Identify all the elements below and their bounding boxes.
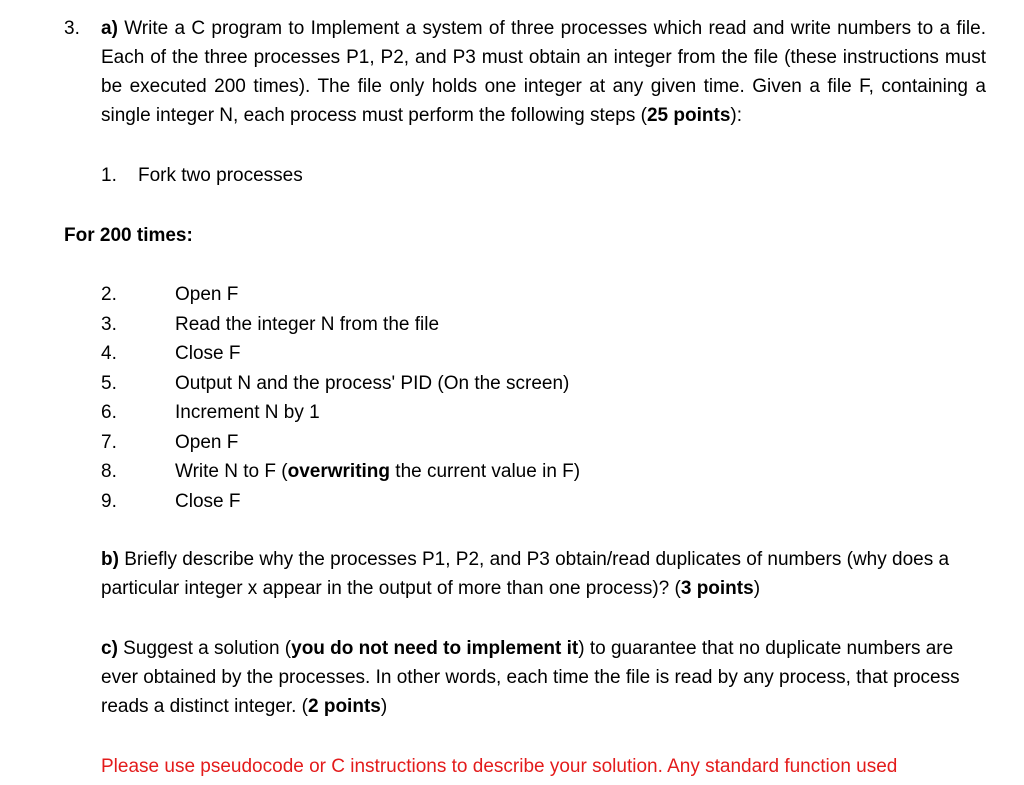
step-text: Output N and the process' PID (On the screen)	[175, 372, 570, 394]
part-c-paragraph	[101, 634, 986, 721]
part-b-points: 3 points	[680, 578, 754, 599]
step-text: Read the integer N from the file	[175, 313, 440, 335]
part-a-text: Write a C program to Implement a system of three processes which read and write numbers to a file. Each of the three processes P1, P2, and P3 must obtain an integer from the file (these instructions must be executed 200 times). The file only holds one integer at any given time. Given a file F, containing a single integer N, each process must perform the following steps (	[101, 18, 986, 126]
part-c-text-end: )	[380, 696, 388, 717]
question-number: 3.	[64, 18, 80, 39]
step-text: Increment N by 1	[175, 402, 320, 423]
list-item	[101, 280, 580, 310]
step-text: Open F	[175, 284, 239, 305]
part-c-text-2: ) to guarantee that no duplicate numbers are ever obtained by the processes. In other words, each time the file is read by any process, that process reads a distinct integer. (	[101, 638, 960, 717]
part-a-text-end: ):	[730, 105, 742, 126]
part-c-text-1: Suggest a solution (	[117, 638, 292, 659]
steps-list	[101, 280, 580, 516]
step-number: 8.	[101, 461, 117, 482]
list-item	[101, 339, 580, 369]
part-c-bold: you do not need to implement it	[291, 638, 579, 659]
step-bold-text: overwriting	[287, 461, 391, 482]
step-text: Open F	[175, 431, 239, 453]
part-b-paragraph	[101, 545, 986, 603]
step-number: 7.	[101, 431, 117, 453]
part-c-label: c)	[101, 638, 118, 659]
list-item	[101, 310, 580, 340]
step-text-after: the current value in F)	[390, 461, 581, 482]
list-item	[101, 457, 580, 487]
part-b-label: b)	[101, 549, 119, 570]
step-number: 2.	[101, 284, 117, 305]
step-text: Fork two processes	[138, 165, 303, 186]
part-c-points: 2 points	[308, 696, 381, 717]
loop-label: For 200 times:	[64, 225, 193, 246]
part-a-paragraph	[101, 14, 986, 130]
list-item	[101, 398, 580, 428]
step-text: Close F	[175, 490, 241, 512]
step-1	[101, 161, 303, 190]
part-a-points: 25 points	[646, 105, 731, 126]
step-number: 4.	[101, 343, 117, 364]
part-a-label: a)	[101, 18, 118, 39]
step-text: Close F	[175, 343, 241, 364]
step-number: 3.	[101, 313, 117, 335]
part-b-text-end: )	[753, 578, 761, 599]
list-item	[101, 487, 580, 517]
step-text	[175, 457, 580, 487]
instruction-note: Please use pseudocode or C instructions to describe your solution. Any standard function used	[101, 756, 898, 777]
list-item	[101, 369, 580, 399]
step-number: 9.	[101, 490, 117, 512]
step-number: 1.	[101, 165, 117, 186]
part-b-text: Briefly describe why the processes P1, P2, and P3 obtain/read duplicates of numbers (why does a particular integer x appear in the output of more than one process)? (	[101, 549, 950, 599]
list-item	[101, 428, 580, 458]
step-number: 5.	[101, 372, 117, 394]
step-text-before: Write N to F (	[175, 461, 288, 482]
step-number: 6.	[101, 402, 117, 423]
